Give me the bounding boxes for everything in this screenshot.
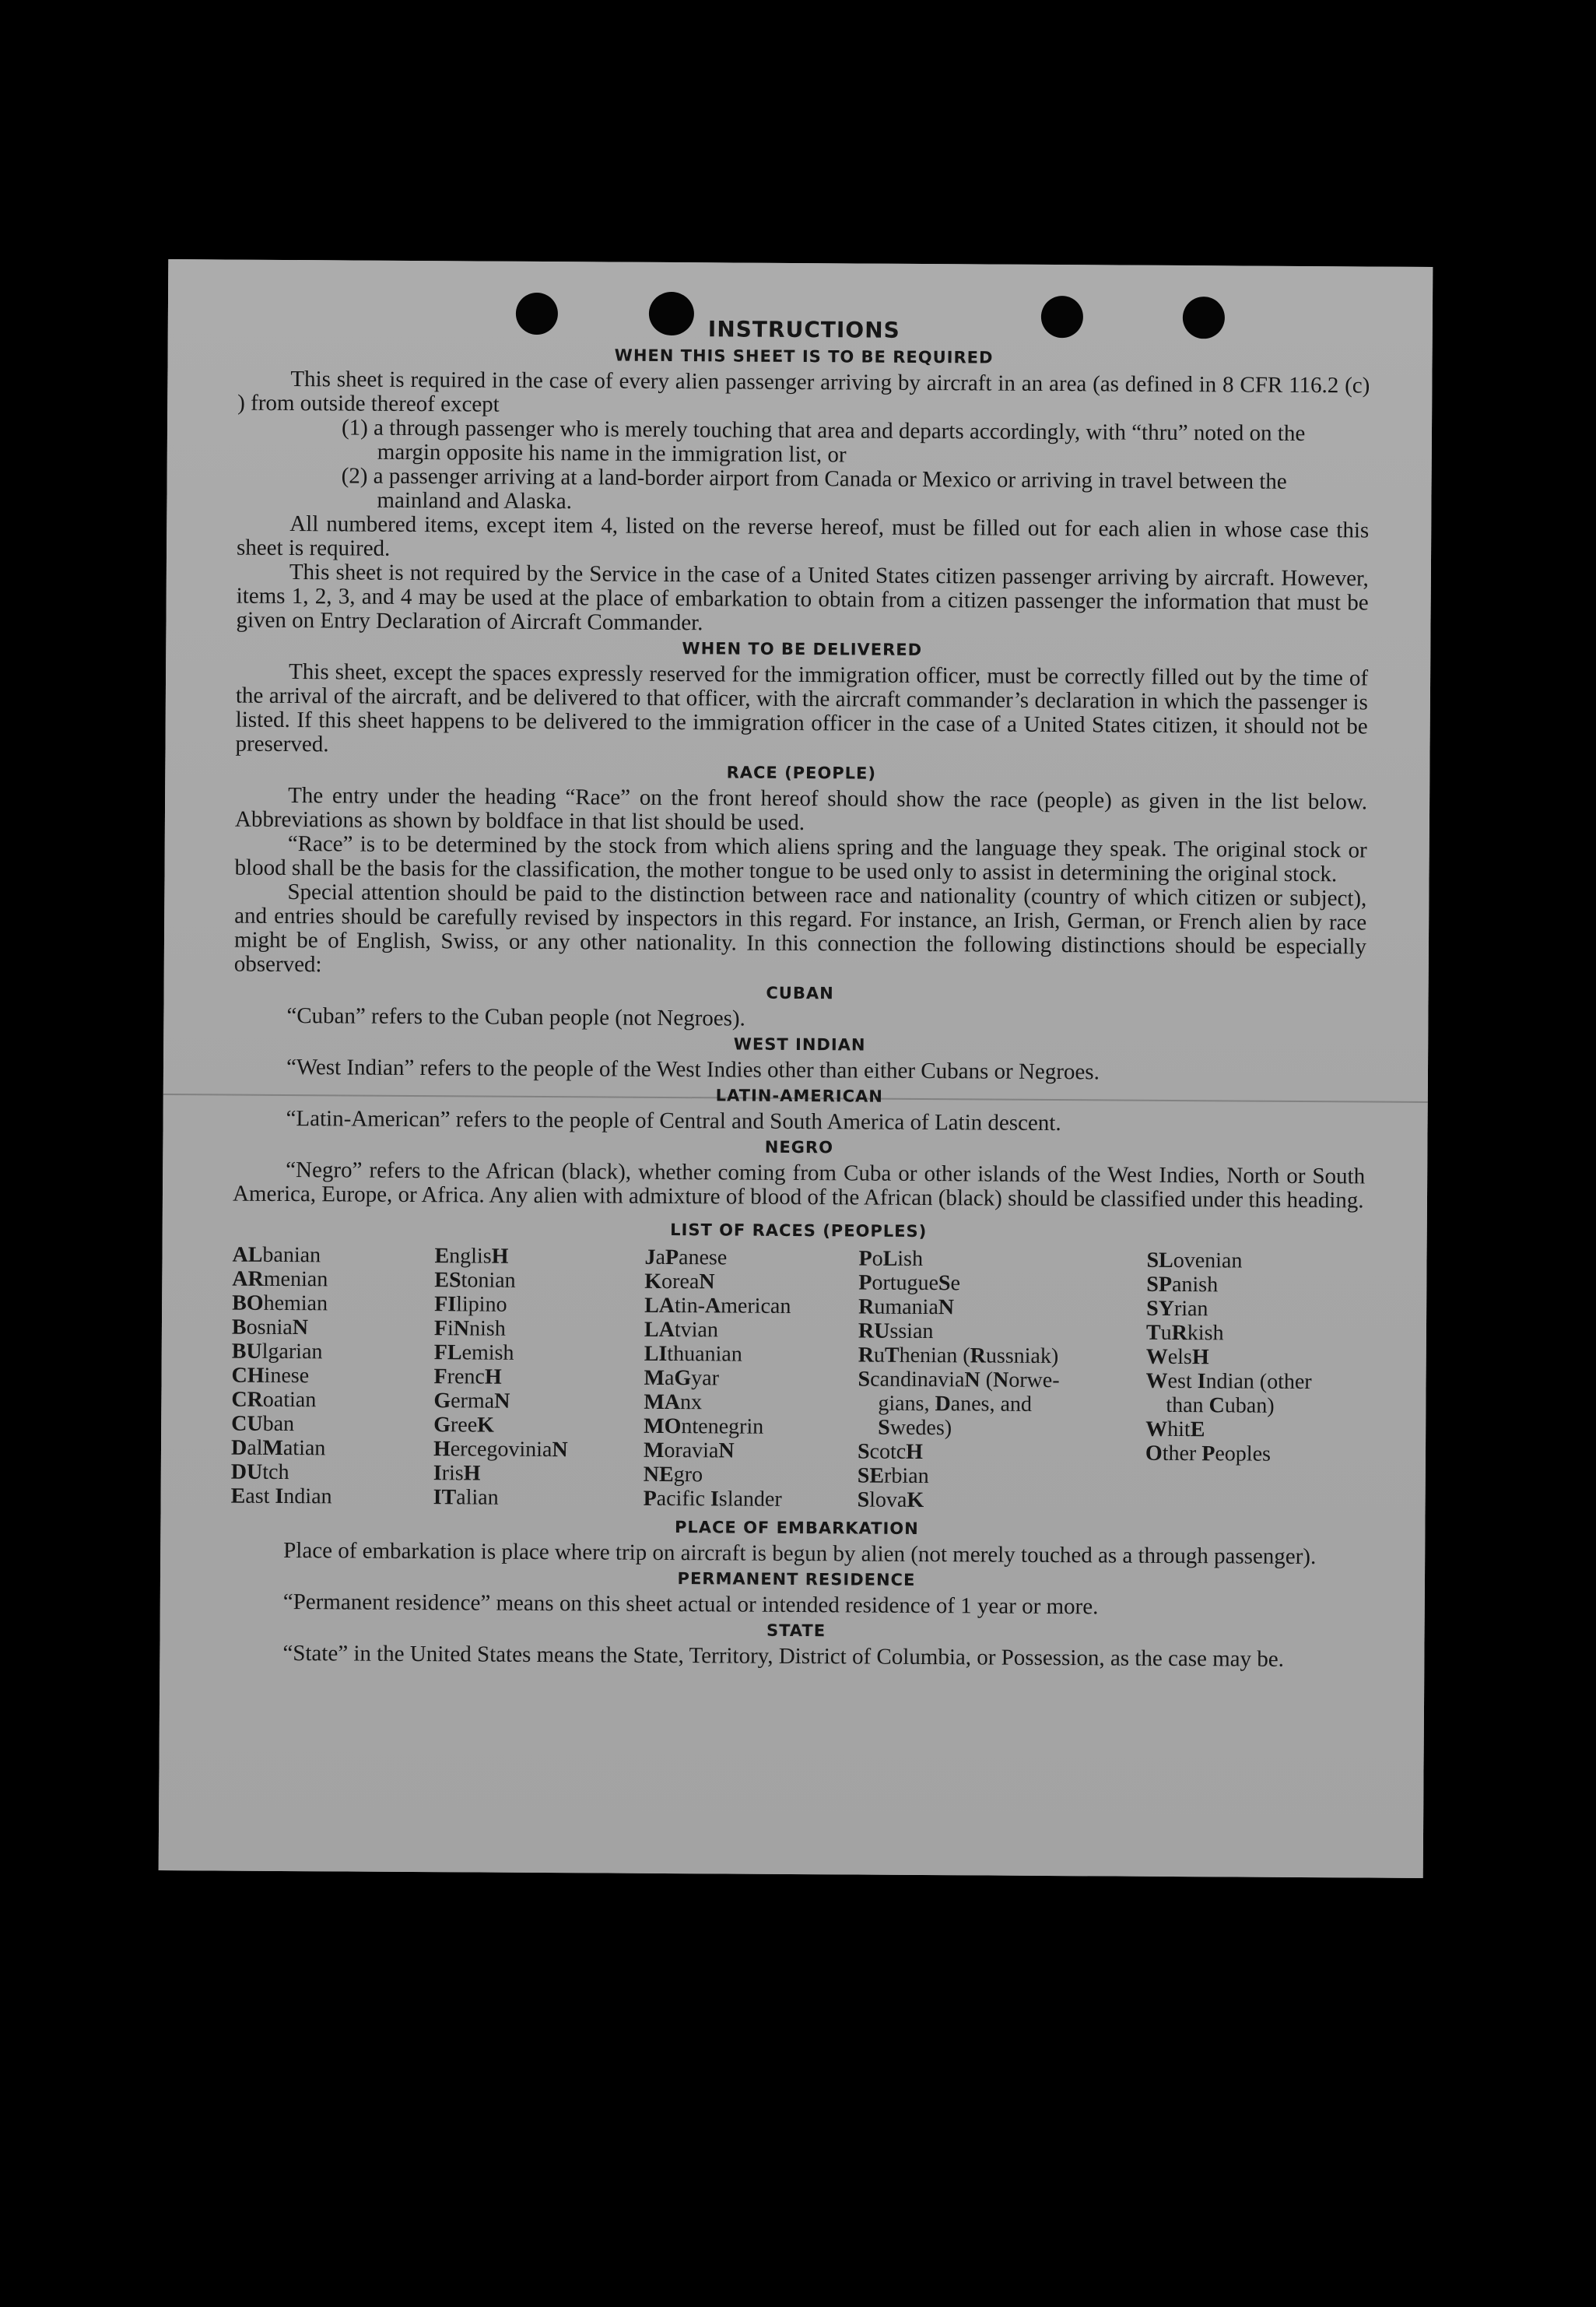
race-entry: East Indian — [230, 1484, 332, 1509]
race-entry: HercegoviniaN — [433, 1437, 568, 1463]
race-entry: MOntenegrin — [644, 1413, 764, 1439]
race-entry: FIlipino — [434, 1292, 507, 1317]
race-entry: FiNnish — [433, 1316, 506, 1341]
race-entry: ALbanian — [232, 1242, 321, 1268]
races-column — [644, 1245, 859, 1512]
section-heading: STATE — [766, 1621, 826, 1641]
section-heading: WHEN THIS SHEET IS TO BE REQUIRED — [614, 346, 994, 367]
races-column — [231, 1243, 435, 1510]
paragraph: The entry under the heading “Race” on the front hereof should show the race (people) as given in the list below. Abbreviations as shown by boldface in that list should be used. — [234, 783, 1368, 836]
race-entry: LAtin-American — [644, 1293, 791, 1319]
race-entry: Other Peoples — [1145, 1441, 1272, 1466]
section-heading: NEGRO — [764, 1137, 834, 1157]
race-entry: FrencH — [433, 1364, 502, 1389]
paragraph: All numbered items, except item 4, listed on the reverse hereof, must be filled out for each alien in whose case this sheet is required. — [236, 511, 1370, 561]
race-entry: JaPanese — [644, 1245, 728, 1270]
race-entry: ScotcH — [857, 1439, 924, 1465]
race-entry: GermaN — [433, 1389, 510, 1413]
race-entry: IrisH — [433, 1461, 481, 1486]
section-heading: PLACE OF EMBARKATION — [674, 1518, 919, 1538]
races-list — [231, 1243, 1365, 1515]
race-entry: Pacific Islander — [643, 1486, 782, 1512]
race-entry: SPanish — [1146, 1272, 1219, 1297]
paragraph: Place of embarkation is place where trip on aircraft is begun by alien (not merely touched as a through passenger). — [283, 1537, 1317, 1570]
race-entry: PoLish — [858, 1246, 924, 1272]
race-entry: MoraviaN — [643, 1438, 735, 1463]
list-item: (1) a through passenger who is merely touching that area and departs accordingly, with “thru” noted on the margin opposite his name in the immigration list, or — [341, 415, 1306, 468]
race-entry: FLemish — [433, 1340, 514, 1365]
paragraph: “Race” is to be determined by the stock from which aliens spring and the language they speak. The original stock or blood shall be the basis for the classification, the mother tongue to be used only to assist in determining the original stock. — [234, 831, 1367, 887]
paragraph: “Cuban” refers to the Cuban people (not Negroes). — [286, 1003, 745, 1031]
race-entry: SErbian — [857, 1463, 929, 1489]
paragraph: Special attention should be paid to the distinction between race and nationality (country of which citizen or subject), and entries should be carefully revised by inspectors in this regard. For instance, an Irish, German, or French alien by race might be of English, Swiss, or any other nationality. In this connection the following distinctions should be especially observed: — [233, 880, 1367, 978]
race-entry: RUssian — [858, 1319, 934, 1344]
race-entry: BosniaN — [231, 1315, 309, 1340]
race-entry: SLovenian — [1146, 1248, 1243, 1273]
race-entry: CUban — [231, 1411, 295, 1437]
races-column — [433, 1244, 645, 1511]
instructions-body — [230, 314, 1370, 1673]
paragraph: “Negro” refers to the African (black), whether coming from Cuba or other islands of the West Indies, North or South America, Europe, or Africa. Any alien with admixture of blood of the African (black) should be classified under this heading. — [232, 1157, 1366, 1213]
paragraph: “Permanent residence” means on this sheet actual or intended residence of 1 year or more. — [282, 1589, 1099, 1620]
paragraph: This sheet is not required by the Service in the case of a United States citizen passenger arriving by aircraft. However, items 1, 2, 3, and 4 may be used at the place of embarkation to obtain from a citizen passenger the information that must be given on Entry Declaration of Aircraft Commander. — [236, 560, 1369, 636]
race-entry: SlovaK — [857, 1487, 924, 1513]
race-entry: MAnx — [644, 1389, 703, 1415]
race-entry: LIthuanian — [644, 1341, 742, 1367]
race-entry: ARmenian — [232, 1266, 328, 1292]
section-heading: PERMANENT RESIDENCE — [677, 1569, 916, 1589]
race-entry: WhitE — [1145, 1417, 1205, 1442]
race-entry: CHinese — [231, 1363, 310, 1389]
race-entry: LAtvian — [644, 1317, 718, 1343]
race-entry: WelsH — [1145, 1344, 1209, 1370]
race-entry: BOhemian — [232, 1290, 328, 1316]
race-entry: NEgro — [643, 1462, 703, 1487]
paragraph: This sheet, except the spaces expressly reserved for the immigration officer, must be correctly filled out by the time of the arrival of the aircraft, and be delivered to that officer, with the aircraft commander’s declaration in which the passenger is listed. If this sheet happens to be delivered to the immigration officer in the case of a United States citizen, it should not be preserved. — [235, 659, 1369, 757]
races-column — [1145, 1248, 1365, 1515]
paragraph: This sheet is required in the case of every alien passenger arriving by aircraft in an area (as defined in 8 CFR 116.2 (c) ) from outside thereof except — [237, 367, 1370, 417]
race-entry: DalMatian — [230, 1435, 326, 1461]
race-entry: MaGyar — [644, 1365, 720, 1391]
list-item: (2) a passenger arriving at a land-border airport from Canada or Mexico or arriving in travel between the mainland and Alaska. — [341, 463, 1287, 514]
section-heading: WEST INDIAN — [733, 1034, 866, 1055]
section-heading: LIST OF RACES (PEOPLES) — [670, 1220, 928, 1241]
races-column — [858, 1246, 1147, 1513]
race-entry: EnglisH — [434, 1244, 509, 1269]
race-entry: gians, Danes, and — [878, 1391, 1033, 1417]
race-entry: Swedes) — [878, 1415, 952, 1441]
race-entry: ScandinaviaN (Norwe- — [858, 1367, 1060, 1393]
race-entry: EStonian — [434, 1268, 516, 1293]
race-entry: ITalian — [433, 1485, 499, 1510]
race-entry: RuThenian (Russniak) — [858, 1343, 1059, 1369]
race-entry: GreeK — [433, 1413, 495, 1438]
race-entry: TuRkish — [1145, 1320, 1224, 1346]
race-entry: KoreaN — [644, 1269, 715, 1294]
race-entry: than Cuban) — [1166, 1392, 1275, 1418]
race-entry: West Indian (other — [1145, 1368, 1312, 1395]
race-entry: PortugueSe — [858, 1270, 961, 1296]
paragraph: “West Indian” refers to the people of the West Indies other than either Cubans or Negroes. — [286, 1055, 1100, 1085]
section-heading: CUBAN — [766, 983, 834, 1003]
document-sheet — [159, 259, 1433, 1878]
race-entry: DUtch — [230, 1459, 289, 1485]
page-title: INSTRUCTIONS — [707, 316, 900, 343]
race-entry: SYrian — [1146, 1296, 1208, 1322]
race-entry: RumaniaN — [858, 1294, 955, 1320]
race-entry: CRoatian — [231, 1387, 317, 1413]
paragraph: “State” in the United States means the State, Territory, District of Columbia, or Possession, as the case may be. — [282, 1640, 1285, 1672]
section-heading: RACE (PEOPLE) — [726, 763, 877, 783]
race-entry: BUlgarian — [231, 1339, 323, 1364]
section-heading: LATIN-AMERICAN — [715, 1086, 883, 1106]
paragraph: “Latin-American” refers to the people of Central and South America of Latin descent. — [286, 1106, 1061, 1136]
section-heading: WHEN TO BE DELIVERED — [682, 639, 923, 659]
